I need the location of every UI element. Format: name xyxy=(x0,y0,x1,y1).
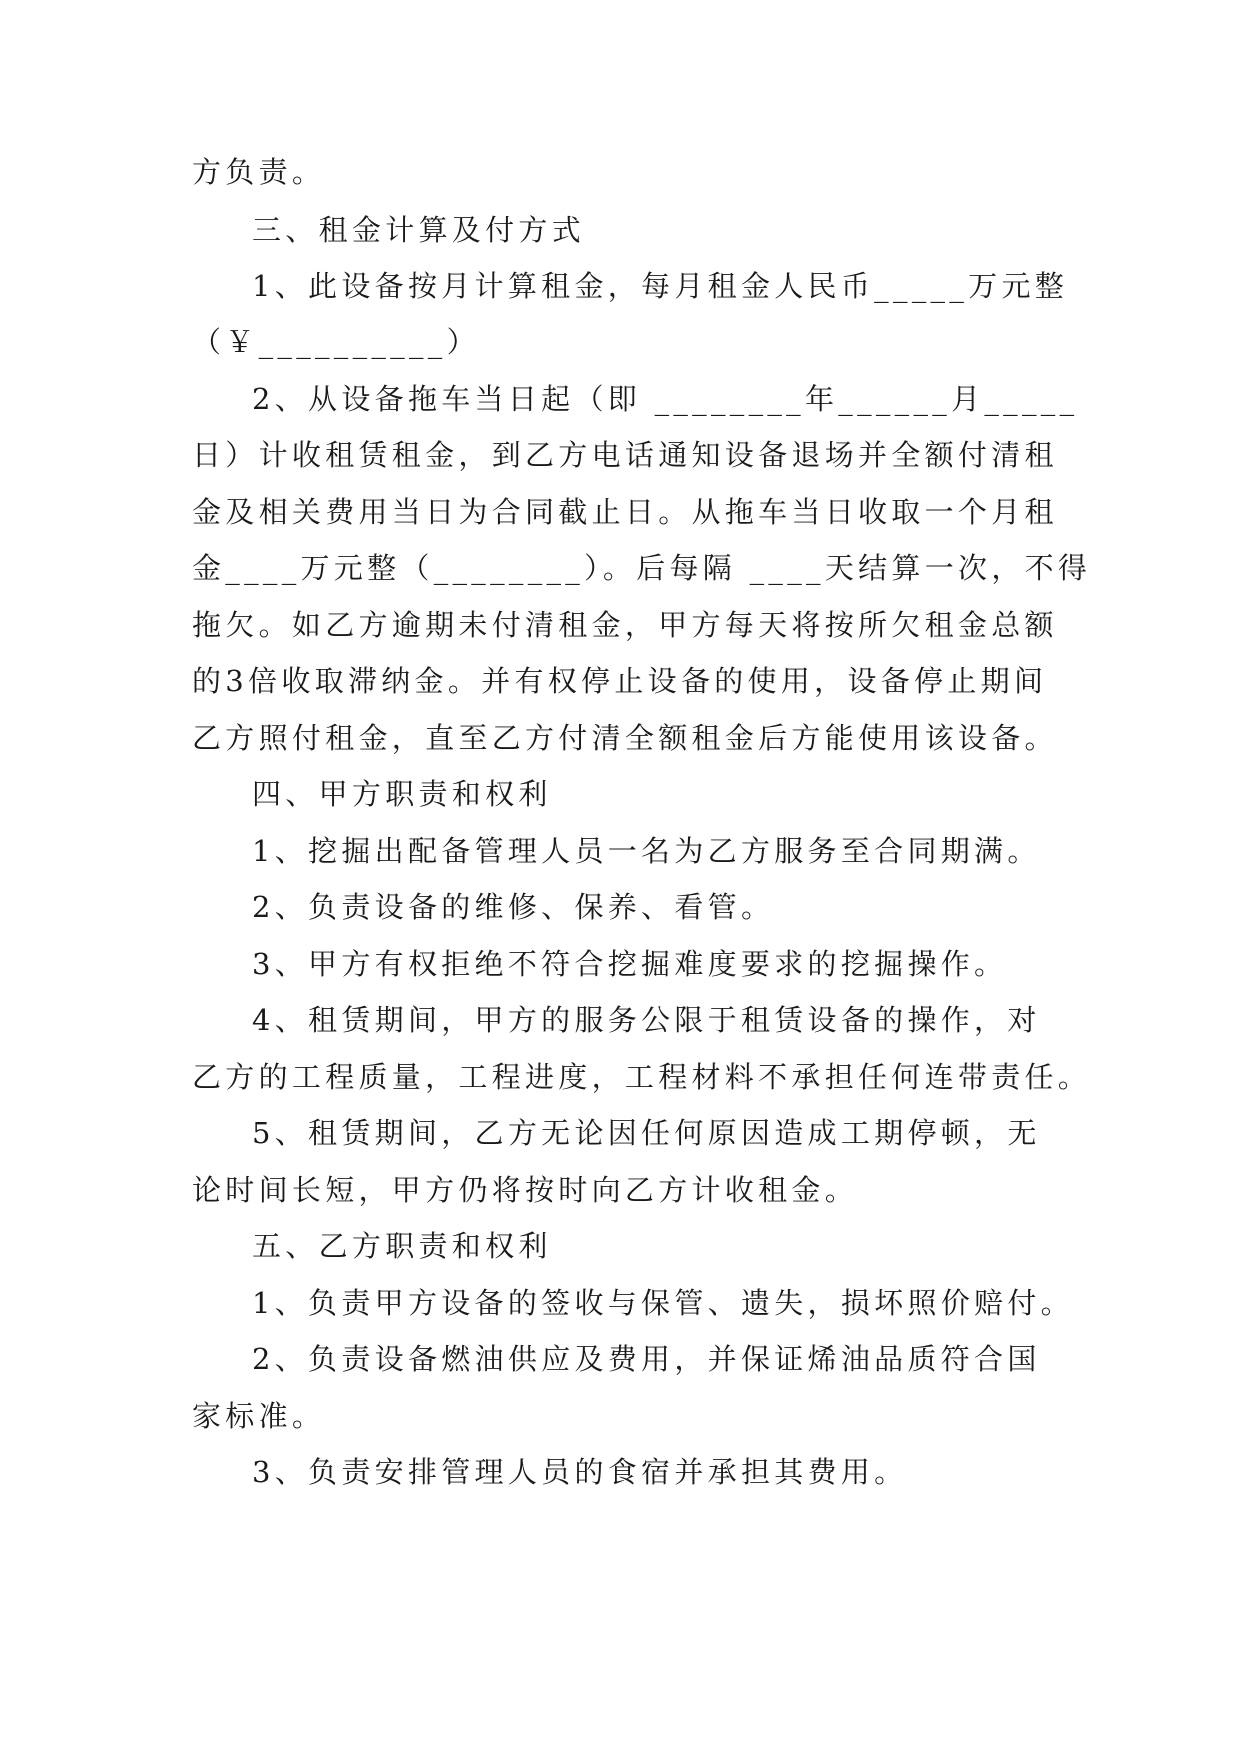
text-line: 4、租赁期间，甲方的服务公限于租赁设备的操作，对 xyxy=(252,1003,1041,1037)
section-heading: 三、租金计算及付方式 xyxy=(252,213,586,247)
text-line: 2、从设备拖车当日起（即 ________年______月_____ xyxy=(252,382,1079,416)
text-line: 乙方照付租金，直至乙方付清全额租金后方能使用该设备。 xyxy=(192,721,1058,755)
text-line: 5、租赁期间，乙方无论因任何原因造成工期停顿，无 xyxy=(252,1116,1041,1150)
text-line: 日）计收租赁租金，到乙方电话通知设备退场并全额付清租 xyxy=(192,438,1058,472)
section-heading: 五、乙方职责和权利 xyxy=(252,1229,552,1263)
text-line: 金____万元整（________）。后每隔 ____天结算一次，不得 xyxy=(192,551,1092,585)
text-line: 1、挖掘出配备管理人员一名为乙方服务至合同期满。 xyxy=(252,834,1041,868)
text-line: 的3倍收取滞纳金。并有权停止设备的使用，设备停止期间 xyxy=(192,664,1048,698)
text-line: 拖欠。如乙方逾期未付清租金，甲方每天将按所欠租金总额 xyxy=(192,608,1058,642)
text-line: 乙方的工程质量，工程进度，工程材料不承担任何连带责任。 xyxy=(192,1060,1092,1094)
text-line: 2、负责设备的维修、保养、看管。 xyxy=(252,890,775,924)
text-line: 3、负责安排管理人员的食宿并承担其费用。 xyxy=(252,1455,908,1489)
section-heading: 四、甲方职责和权利 xyxy=(252,777,552,811)
text-line: 金及相关费用当日为合同截止日。从拖车当日收取一个月租 xyxy=(192,495,1058,529)
text-line: 2、负责设备燃油供应及费用，并保证烯油品质符合国 xyxy=(252,1342,1041,1376)
text-line: 论时间长短，甲方仍将按时向乙方计收租金。 xyxy=(192,1173,859,1207)
text-line: 1、负责甲方设备的签收与保管、遗失，损坏照价赔付。 xyxy=(252,1286,1074,1320)
text-line: 家标准。 xyxy=(192,1399,326,1433)
text-line: 3、甲方有权拒绝不符合挖掘难度要求的挖掘操作。 xyxy=(252,947,1008,981)
text-line: （￥__________） xyxy=(192,325,480,359)
text-line: 1、此设备按月计算租金，每月租金人民币_____万元整 xyxy=(252,269,1069,303)
text-line: 方负责。 xyxy=(192,155,326,189)
